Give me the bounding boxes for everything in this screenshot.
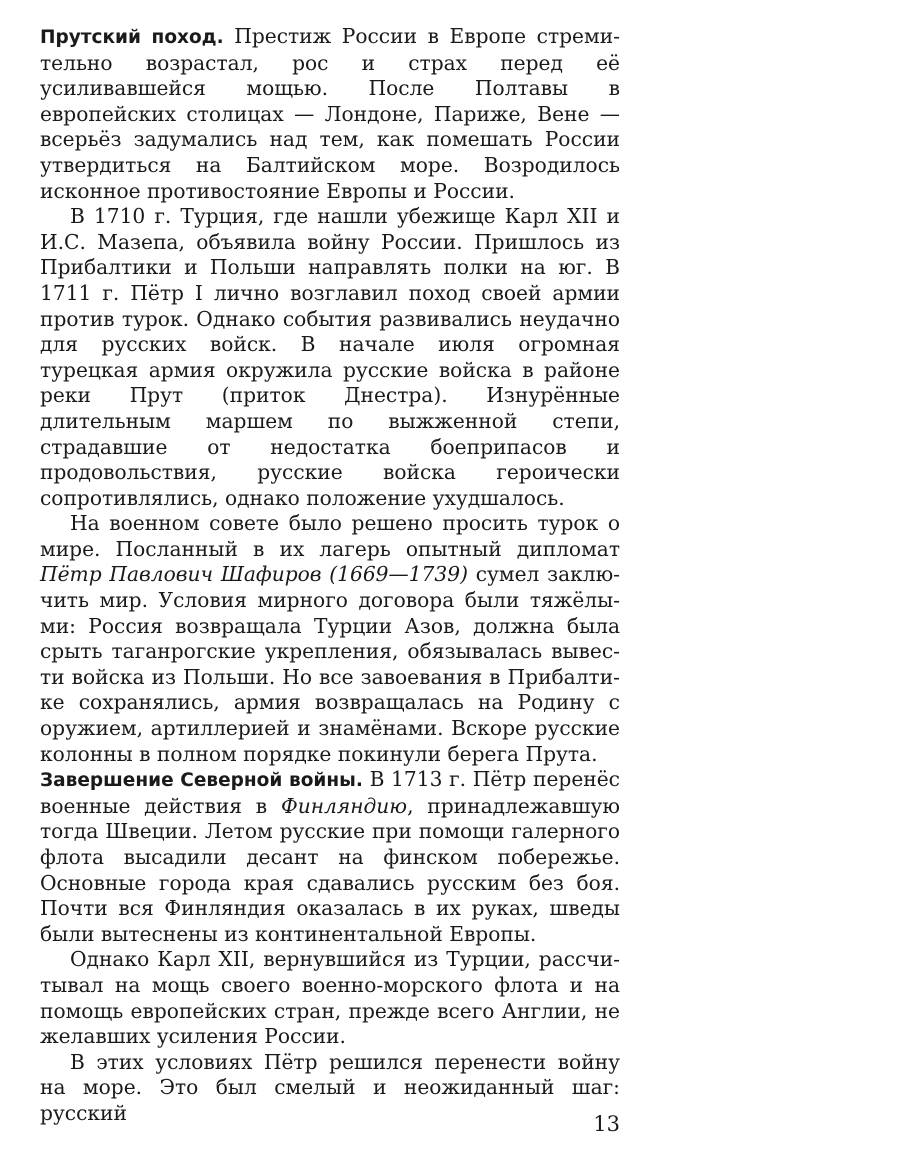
paragraph-text: В 1713 г. Пётр перенёс военные действия в xyxy=(40,767,620,818)
italic-name-shafirov: Пётр Павлович Шафиров (1669—1739) xyxy=(40,562,468,587)
paragraph-peace xyxy=(40,511,620,767)
paragraph-text: , принадлежавшую тогда Швеции. Летом русские при помощи галерного флота высадили десант на финском побережье. Основные города края сдавались русским без боя. Почти вся Финляндия оказалась в их руках, шведы были вытеснены из континентальной Европы. xyxy=(40,793,620,946)
paragraph-text: Престиж России в Европе стремительно возрастал, рос и страх перед её усиливавшейся мощью. После Полтавы в европейских столицах — Лондоне, Париже, Вене — всерьёз задумались над тем, как помешать России утвердиться на Балтийском море. Возродилось исконное противостояние Европы и России. xyxy=(40,24,620,203)
page-content xyxy=(40,24,620,1127)
paragraph-turkey-war: В 1710 г. Турция, где нашли убежище Карл XII и И.С. Мазепа, объявила войну России. Пришлось из Прибалтики и Польши направлять полки на юг. В 1711 г. Пётр I лично возглавил поход своей армии против турок. Однако события развивались неудачно для русских войск. В начале июля огромная турецкая армия окружила русские войска в районе реки Прут (приток Днестра). Изнурённые длительным маршем по выжженной степи, страдавшие от недостатка боеприпасов и продовольствия, русские войска героически сопротивлялись, однако положение ухудшалось. xyxy=(40,204,620,510)
paragraph-karl-xii: Однако Карл XII, вернувшийся из Турции, рассчитывал на мощь своего военно-морского флота и на помощь европейских стран, прежде всего Англии, не желавших усиления России. xyxy=(40,947,620,1049)
paragraph-northern-war-intro xyxy=(40,767,620,947)
section-heading-northern-war: Завершение Северной войны. xyxy=(40,770,363,792)
paragraph-text: На военном совете было решено просить турок о мире. Посланный в их лагерь опытный дипломат xyxy=(40,511,620,561)
paragraph-war-at-sea: В этих условиях Пётр решился перенести войну на море. Это был смелый и неожиданный шаг: русский xyxy=(40,1049,620,1125)
paragraph-prut-intro xyxy=(40,24,620,204)
italic-term-finland: Финляндию xyxy=(280,793,408,818)
page-number: 13 xyxy=(593,1112,620,1136)
paragraph-text: сумел заключить мир. Условия мирного договора были тяжёлыми: Россия возвращала Турции Азов, должна была срыть таганрогские укрепления, обязывалась вывести войска из Польши. Но все завоевания в Прибалтике сохранялись, армия возвращалась на Родину с оружием, артиллерией и знамёнами. Вскоре русские колонны в полном порядке покинули берега Прута. xyxy=(40,562,620,766)
section-heading-prut: Прутский поход. xyxy=(40,27,224,48)
